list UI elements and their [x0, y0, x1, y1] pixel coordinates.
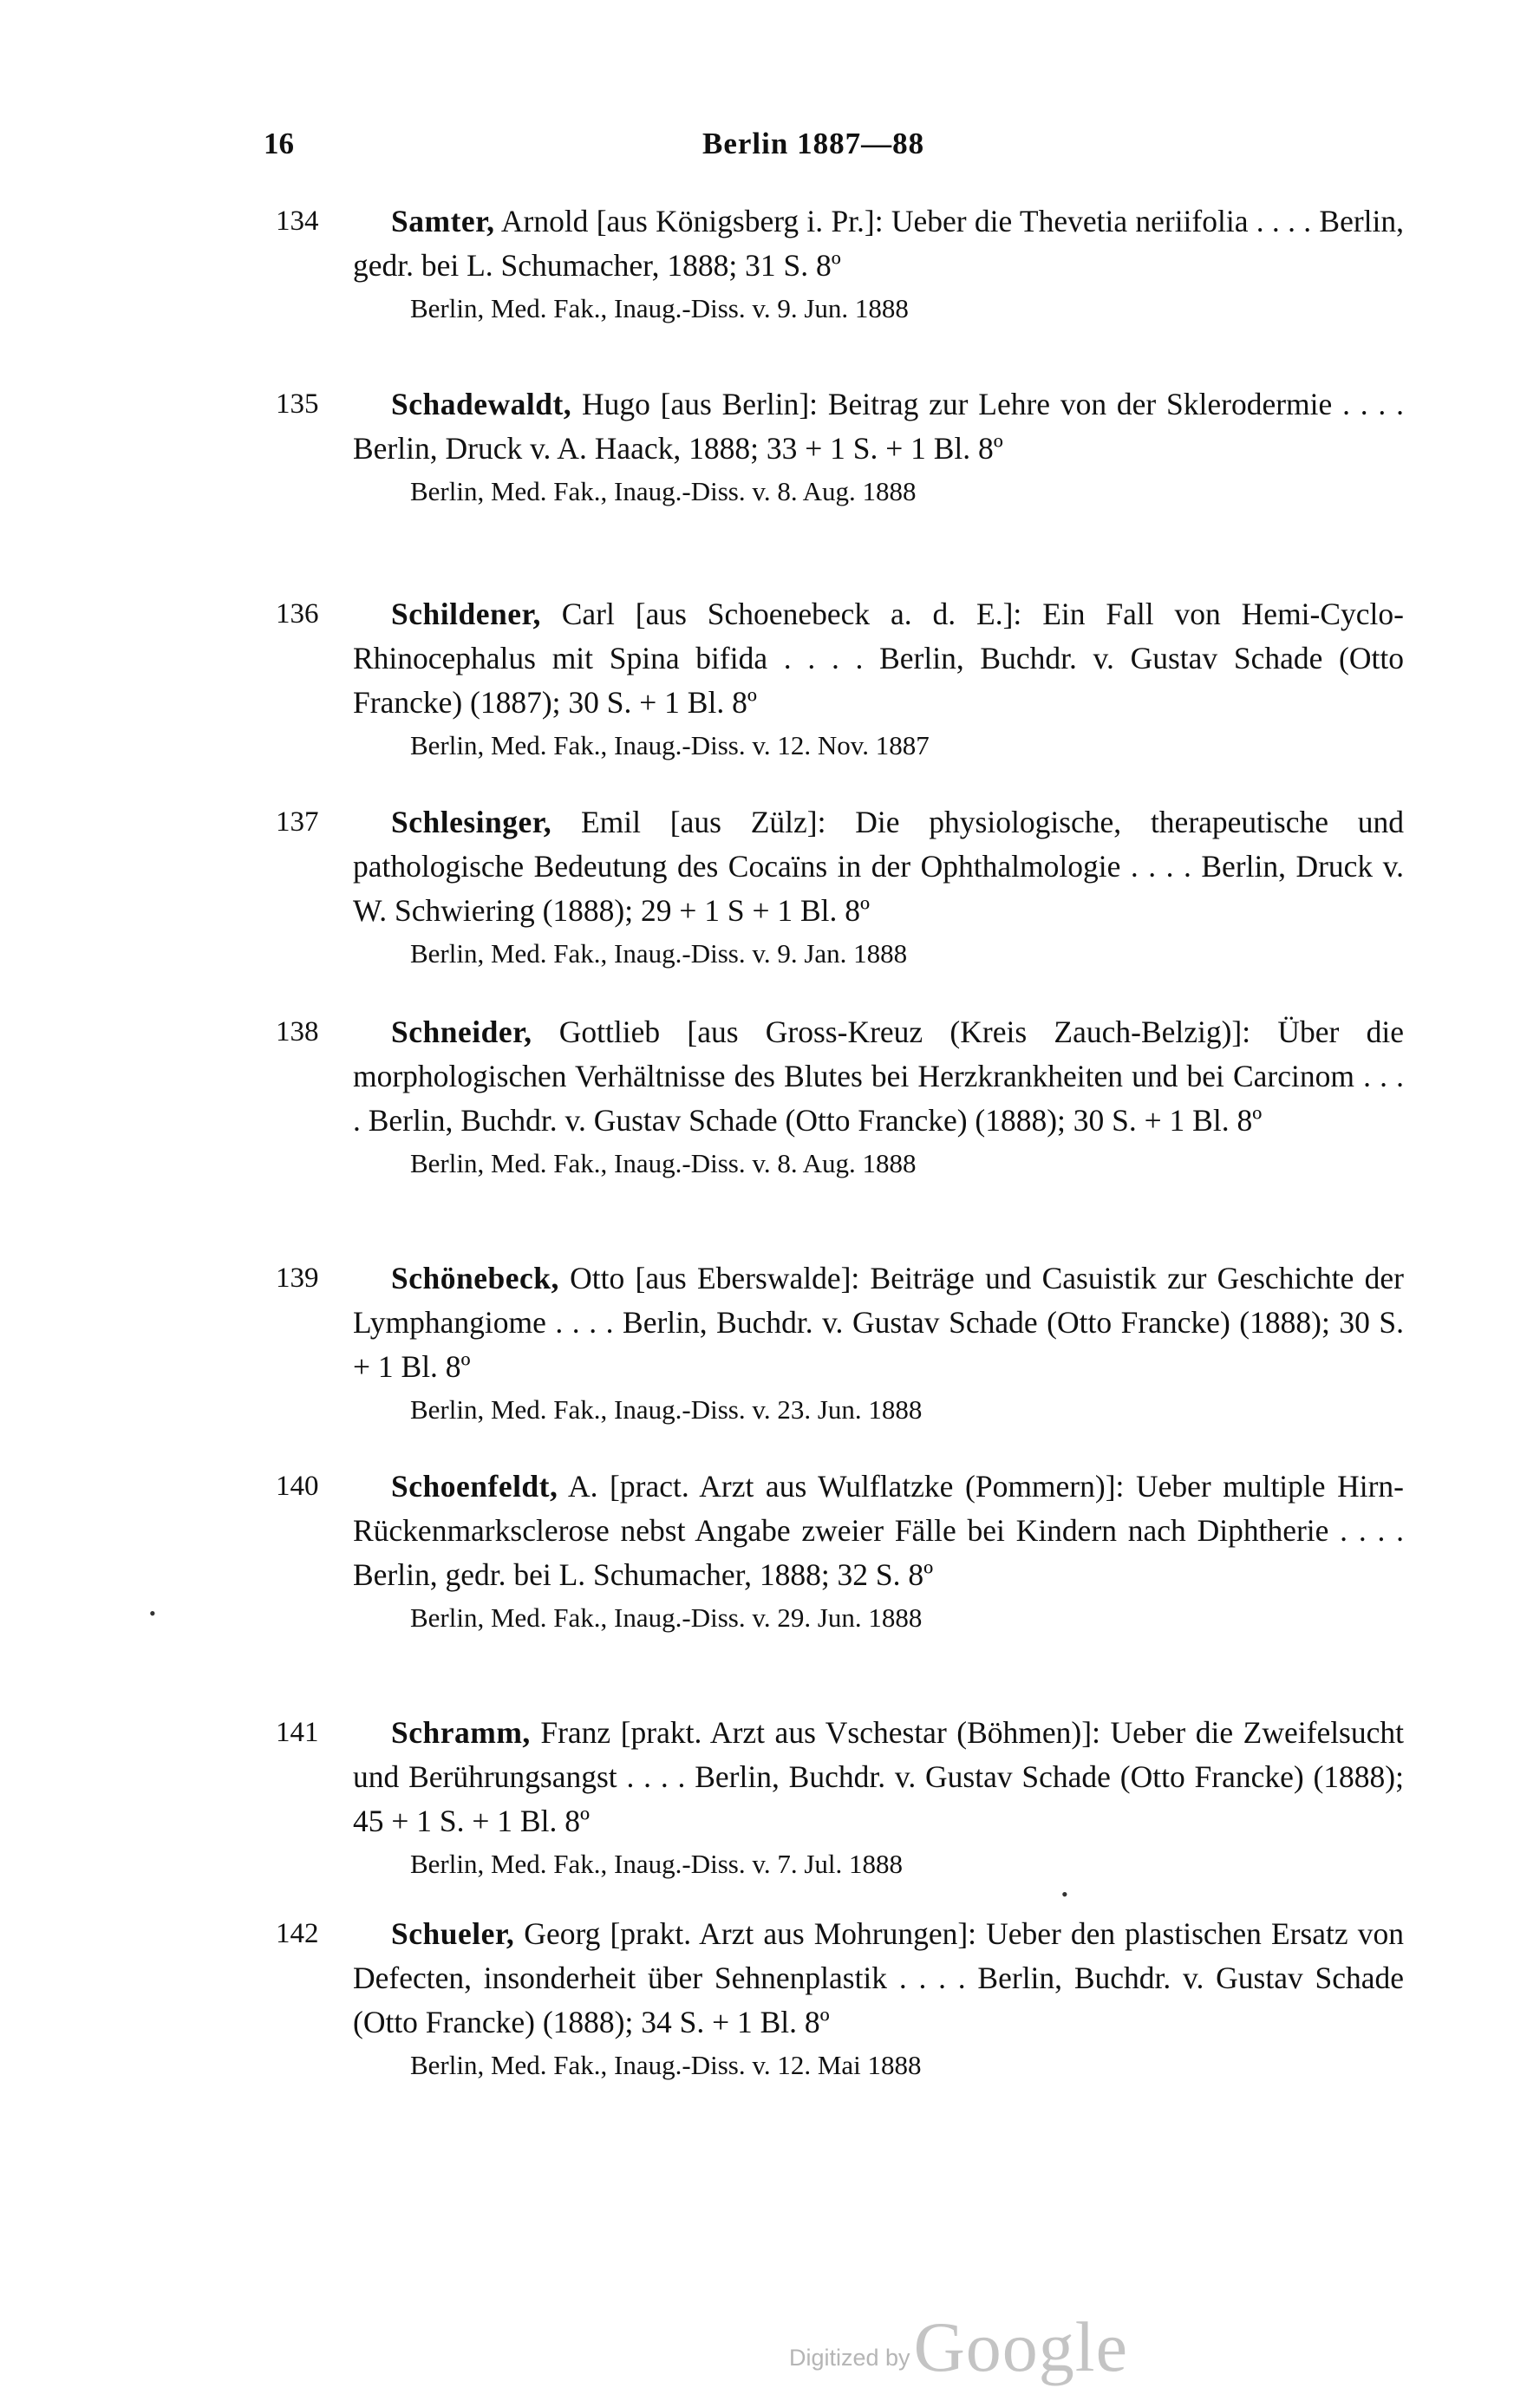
entry-number: 134 [276, 206, 319, 237]
entry-body [353, 199, 1404, 329]
entry-number: 140 [276, 1471, 319, 1502]
entry-body [353, 1711, 1404, 1885]
entry-dissertation-note: Berlin, Med. Fak., Inaug.-Diss. v. 8. Aug. 1888 [410, 476, 917, 506]
entry-citation [353, 1465, 1404, 1597]
entry-number: 142 [276, 1918, 319, 1949]
entry-citation [353, 199, 1404, 288]
entry-dissertation-note: Berlin, Med. Fak., Inaug.-Diss. v. 7. Jul. 1888 [410, 1849, 904, 1879]
entry-citation [353, 1256, 1404, 1389]
entry-author: Schneider, [391, 1015, 532, 1049]
entry-title-imprint: Hugo [aus Berlin]: Beitrag zur Lehre von der Sklerodermie . . . . Berlin, Druck v. A. Haack, 1888; 33 + 1 S. + 1 Bl. 8º [353, 387, 1404, 466]
entry-title-imprint: Franz [prakt. Arzt aus Vschestar (Böhmen)]: Ueber die Zweifelsucht und Berührungsangst . . . . Berlin, Buchdr. v. Gustav Schade (Otto Francke) (1888); 45 + 1 S. + 1 Bl. 8º [353, 1715, 1404, 1838]
page-number: 16 [264, 127, 294, 160]
entry-number: 136 [276, 598, 319, 630]
entry-author: Schoenfeldt, [391, 1469, 558, 1504]
entry-citation [353, 1711, 1404, 1843]
entry-number: 137 [276, 806, 319, 838]
entry-citation [353, 1010, 1404, 1143]
entry-body [353, 1912, 1404, 2086]
google-logo: Google [913, 2307, 1128, 2386]
entry-dissertation-note: Berlin, Med. Fak., Inaug.-Diss. v. 12. Mai 1888 [410, 2050, 922, 2080]
entry-citation [353, 382, 1404, 471]
entry-dissertation-note: Berlin, Med. Fak., Inaug.-Diss. v. 8. Aug. 1888 [410, 1148, 917, 1178]
entry-dissertation-note: Berlin, Med. Fak., Inaug.-Diss. v. 29. Jun. 1888 [410, 1602, 923, 1633]
entry-author: Samter, [391, 204, 495, 238]
entry-title-imprint: Carl [aus Schoenebeck a. d. E.]: Ein Fall von Hemi-Cyclo-Rhinocephalus mit Spina bifida . . . . Berlin, Buchdr. v. Gustav Schade (Otto Francke) (1887); 30 S. + 1 Bl. 8º [353, 597, 1404, 720]
entry-dissertation-note: Berlin, Med. Fak., Inaug.-Diss. v. 9. Jan. 1888 [410, 938, 908, 969]
entry-author: Schramm, [391, 1715, 531, 1750]
entry-author: Schildener, [391, 597, 541, 631]
entry-title-imprint: Otto [aus Eberswalde]: Beiträge und Casuistik zur Geschichte der Lymphangiome . . . . Berlin, Buchdr. v. Gustav Schade (Otto Francke) (1888); 30 S. + 1 Bl. 8º [353, 1261, 1404, 1384]
entry-author: Schönebeck, [391, 1261, 559, 1295]
entry-dissertation-note: Berlin, Med. Fak., Inaug.-Diss. v. 23. Jun. 1888 [410, 1394, 923, 1425]
entry-author: Schadewaldt, [391, 387, 572, 421]
entry-body [353, 1010, 1404, 1184]
stray-mark: • [149, 1602, 156, 1624]
entry-body [353, 1465, 1404, 1639]
entry-author: Schueler, [391, 1916, 515, 1951]
entry-title-imprint: Emil [aus Zülz]: Die physiologische, therapeutische und pathologische Bedeutung des Cocaïns in der Ophthalmologie . . . . Berlin, Druck v. W. Schwiering (1888); 29 + 1 S + 1 Bl. 8º [353, 805, 1404, 928]
entry-dissertation-note: Berlin, Med. Fak., Inaug.-Diss. v. 9. Jun. 1888 [410, 293, 909, 323]
digitized-by-google-watermark [789, 2306, 1128, 2388]
entry-body [353, 800, 1404, 975]
entry-title-imprint: A. [pract. Arzt aus Wulflatzke (Pommern)]: Ueber multiple Hirn-Rückenmarksclerose nebst Angabe zweier Fälle bei Kindern nach Diphtherie . . . . Berlin, gedr. bei L. Schumacher, 1888; 32 S. 8º [353, 1469, 1404, 1592]
entry-citation [353, 800, 1404, 933]
page-header [0, 127, 1540, 170]
entry-author: Schlesinger, [391, 805, 552, 839]
entry-number: 139 [276, 1263, 319, 1294]
entry-body [353, 382, 1404, 512]
entry-title-imprint: Arnold [aus Königsberg i. Pr.]: Ueber die Thevetia neriifolia . . . . Berlin, gedr. bei L. Schumacher, 1888; 31 S. 8º [353, 204, 1404, 283]
stray-mark: • [1061, 1883, 1068, 1905]
running-title: Berlin 1887—88 [702, 127, 925, 160]
entry-citation [353, 592, 1404, 725]
entry-title-imprint: Georg [prakt. Arzt aus Mohrungen]: Ueber den plastischen Ersatz von Defecten, insonderheit über Sehnenplastik . . . . Berlin, Buchdr. v. Gustav Schade (Otto Francke) (1888); 34 S. + 1 Bl. 8º [353, 1916, 1404, 2039]
entry-body [353, 592, 1404, 767]
entry-number: 138 [276, 1016, 319, 1047]
entry-body [353, 1256, 1404, 1431]
entry-number: 135 [276, 388, 319, 420]
entry-citation [353, 1912, 1404, 2045]
entry-number: 141 [276, 1717, 319, 1748]
digitized-by-label: Digitized by [789, 2345, 910, 2371]
entry-title-imprint: Gottlieb [aus Gross-Kreuz (Kreis Zauch-Belzig)]: Über die morphologischen Verhältnisse des Blutes bei Herzkrankheiten und bei Carcinom . . . . Berlin, Buchdr. v. Gustav Schade (Otto Francke) (1888); 30 S. + 1 Bl. 8º [353, 1015, 1404, 1138]
entry-dissertation-note: Berlin, Med. Fak., Inaug.-Diss. v. 12. Nov. 1887 [410, 730, 930, 760]
